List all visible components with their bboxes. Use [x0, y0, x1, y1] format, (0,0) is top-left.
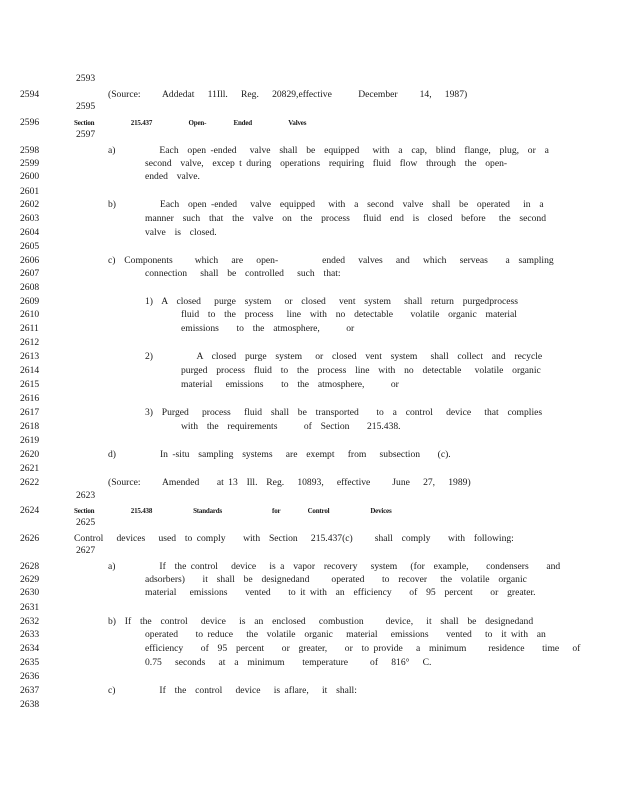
line-number: 2610 [20, 309, 40, 320]
text-line: material emissions vented to it with an efficiency of 95 percent or greater. [145, 587, 536, 598]
line-number-indented: 2595 [76, 101, 96, 112]
line-number: 2603 [20, 213, 40, 224]
line-number: 2599 [20, 158, 40, 169]
text-line: with the requirements of Section 215.438. [181, 421, 401, 432]
line-number-indented: 2597 [76, 129, 96, 140]
line-number: 2636 [20, 671, 40, 682]
line-number: 2614 [20, 365, 40, 376]
line-number: 2607 [20, 268, 40, 279]
line-number-indented: 2593 [76, 73, 96, 84]
line-number: 2604 [20, 227, 40, 238]
line-number: 2634 [20, 643, 40, 654]
text-line: connection shall be controlled such that: [145, 268, 341, 279]
text-line: b) If the control device is an enclosed combustion device, it shall be designedand [108, 616, 534, 627]
line-number: 2628 [20, 561, 40, 572]
text-line: a) Each open -ended valve shall be equipped with a cap, blind flange, plug, or a [108, 145, 549, 156]
line-number: 2611 [20, 323, 39, 334]
line-number: 2632 [20, 616, 40, 627]
text-line: ended valve. [145, 171, 200, 182]
text-line: valve is closed. [145, 227, 217, 238]
line-number: 2635 [20, 657, 40, 668]
text-line: c) If the control device is aflare, it shall: [108, 685, 357, 696]
text-line: (Source: Amended at 13 Ill. Reg. 10893, effective June 27, 1989) [108, 477, 471, 488]
line-number: 2617 [20, 407, 40, 418]
line-number: 2594 [20, 89, 40, 100]
line-number: 2608 [20, 282, 40, 293]
line-number: 2631 [20, 602, 40, 613]
line-number: 2624 [20, 505, 40, 516]
line-number: 2621 [20, 463, 40, 474]
line-number-indented: 2627 [76, 545, 96, 556]
line-number: 2598 [20, 145, 40, 156]
line-number: 2622 [20, 477, 40, 488]
line-number: 2600 [20, 171, 40, 182]
line-number: 2633 [20, 629, 40, 640]
text-line: second valve, excep t during operations requiring fluid flow through the open- [145, 158, 508, 169]
text-line: (Source: Addedat 11Ill. Reg. 20829,effective December 14, 1987) [108, 89, 468, 100]
line-number: 2613 [20, 351, 40, 362]
line-number: 2615 [20, 379, 40, 390]
line-number: 2620 [20, 449, 40, 460]
line-number: 2609 [20, 296, 40, 307]
line-number: 2638 [20, 699, 40, 710]
text-line: b) Each open -ended valve equipped with a second valve shall be operated in a [108, 199, 544, 210]
text-line: Control devices used to comply with Section 215.437(c) shall comply with following: [74, 533, 514, 544]
text-line: 1) A closed purge system or closed vent system shall return purgedprocess [145, 296, 518, 307]
text-line: adsorbers) it shall be designedand operated to recover the volatile organic [145, 574, 527, 585]
line-number: 2616 [20, 393, 40, 404]
text-line: d) In -situ sampling systems are exempt from subsection (c). [108, 449, 451, 460]
line-number-indented: 2625 [76, 517, 96, 528]
section-heading: Section 215.438 Standards for Control Devices [74, 507, 392, 515]
line-number: 2630 [20, 587, 40, 598]
line-number: 2605 [20, 241, 40, 252]
line-number: 2618 [20, 421, 40, 432]
text-line: 2) A closed purge system or closed vent system shall collect and recycle [145, 351, 543, 362]
line-number: 2601 [20, 186, 40, 197]
line-number: 2606 [20, 255, 40, 266]
text-line: purged process fluid to the process line with no detectable volatile organic [181, 365, 541, 376]
line-number: 2602 [20, 199, 40, 210]
line-number: 2629 [20, 574, 40, 585]
text-line: a) If the control device is a vapor recovery system (for example, condensers and [108, 561, 561, 572]
line-number: 2596 [20, 117, 40, 128]
line-number: 2619 [20, 435, 40, 446]
section-heading: Section 215.437 Open- Ended Valves [74, 119, 307, 127]
text-line: 0.75 seconds at a minimum temperature of 816° C. [145, 657, 432, 668]
text-line: 3) Purged process fluid shall be transported to a control device that complies [145, 407, 543, 418]
text-line: manner such that the valve on the process fluid end is closed before the second [145, 213, 547, 224]
text-line: c) Components which are open- ended valves and which serveas a sampling [108, 255, 554, 266]
line-number: 2612 [20, 337, 40, 348]
line-number: 2626 [20, 533, 40, 544]
line-number: 2637 [20, 685, 40, 696]
text-line: emissions to the atmosphere, or [181, 323, 355, 334]
text-line: fluid to the process line with no detectable volatile organic material [181, 309, 517, 320]
text-line: material emissions to the atmosphere, or [181, 379, 399, 390]
text-line: operated to reduce the volatile organic material emissions vented to it with an [145, 629, 546, 640]
line-number-indented: 2623 [76, 490, 96, 501]
text-line: efficiency of 95 percent or greater, or to provide a minimum residence time of [145, 643, 581, 654]
